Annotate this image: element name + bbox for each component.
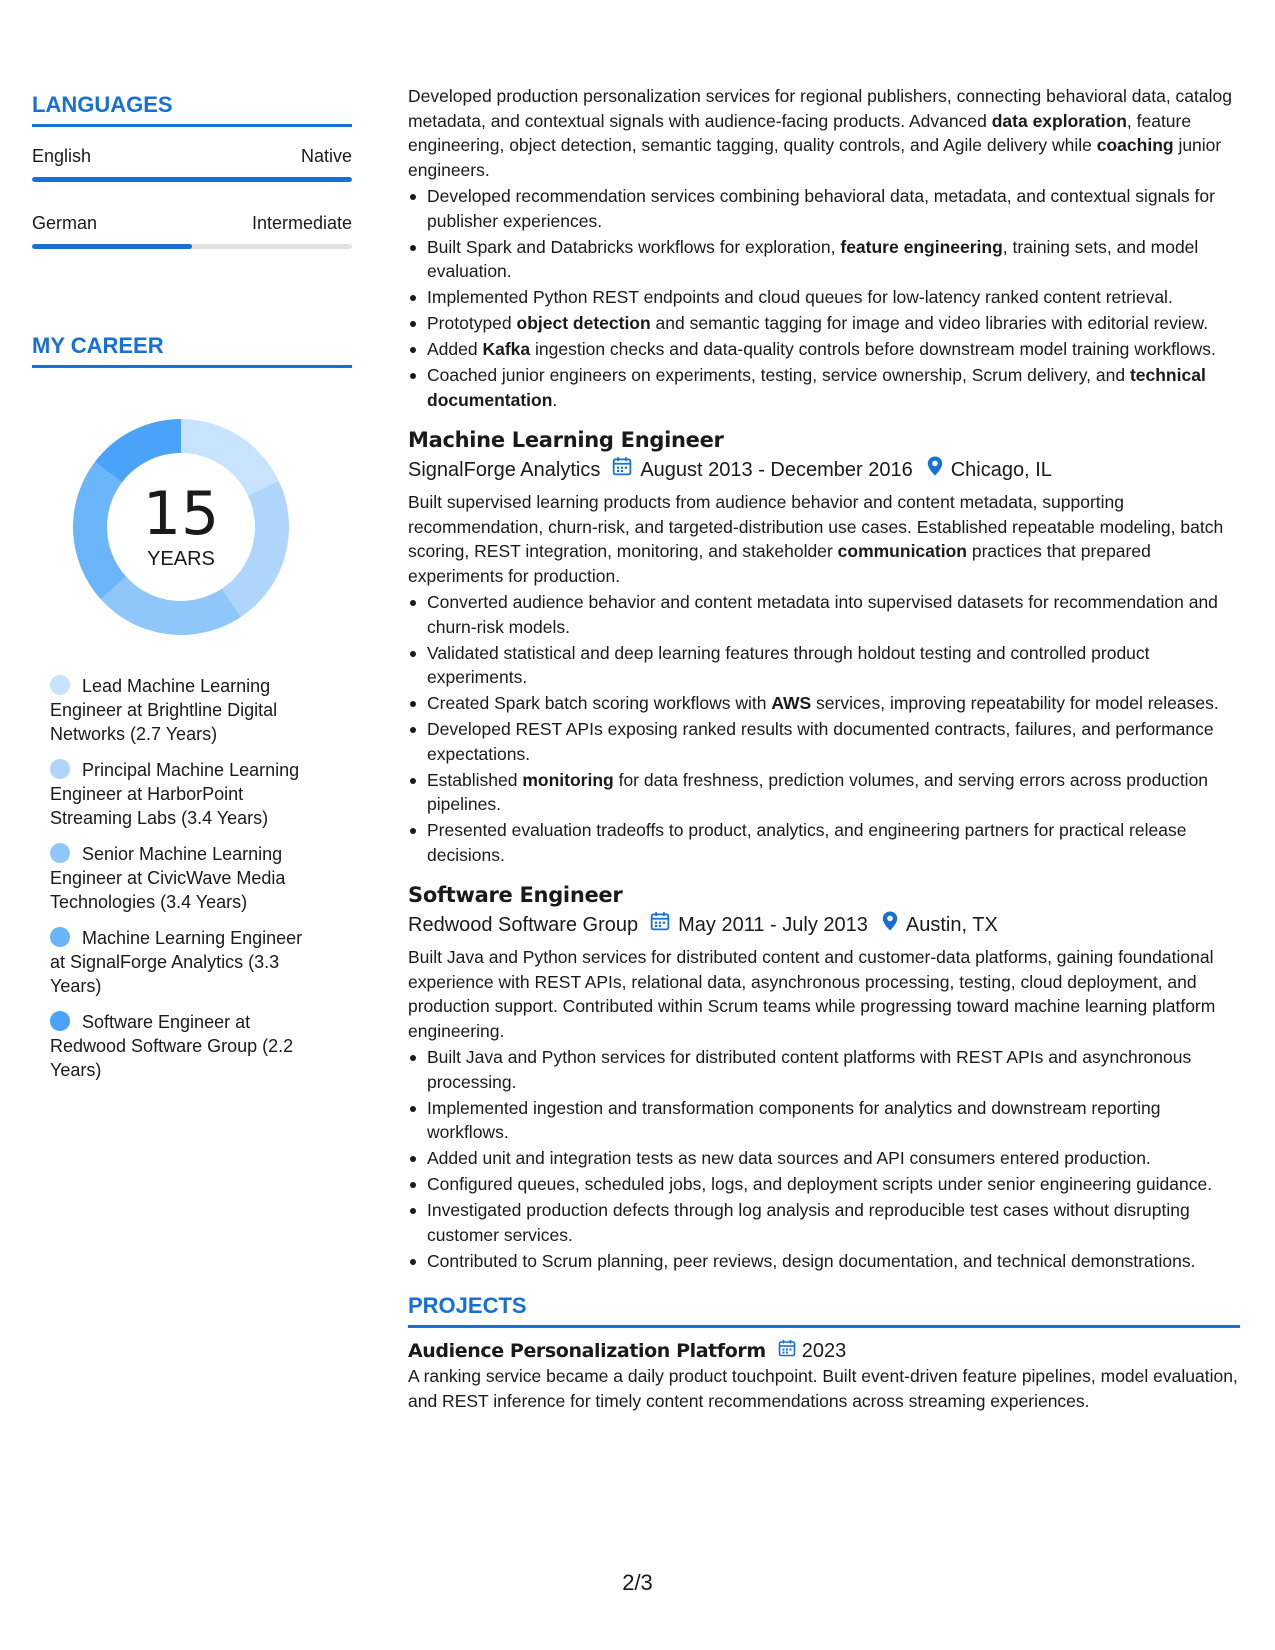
job-entry — [408, 426, 1240, 867]
projects-section — [408, 1293, 1240, 1413]
bullet-item: Developed REST APIs exposing ranked results with documented contracts, failures, and performance expectations. — [426, 717, 1240, 766]
calendar-icon — [778, 1338, 796, 1364]
job-dates: August 2013 - December 2016 — [640, 459, 913, 481]
job-title: Software Engineer — [408, 883, 623, 907]
job-bullets — [426, 1045, 1240, 1273]
language-bar — [32, 177, 352, 182]
calendar-icon — [650, 911, 670, 939]
legend-dot — [50, 1011, 70, 1031]
bullet-item: Established monitoring for data freshness, prediction volumes, and serving errors across production pipelines. — [426, 768, 1240, 817]
career-legend-item — [50, 1010, 320, 1082]
language-level: Native — [300, 146, 352, 166]
bullet-item: Implemented Python REST endpoints and cloud queues for low-latency ranked content retrieval. — [426, 285, 1240, 310]
legend-label: Software Engineer at Redwood Software Group (2.2 Years) — [50, 1012, 294, 1080]
career-donut-chart — [66, 412, 296, 642]
page-number: 2/3 — [622, 1570, 653, 1595]
career-legend — [50, 674, 320, 1082]
career-legend-item — [50, 842, 320, 914]
language-level: Intermediate — [251, 213, 352, 233]
job-location: Austin, TX — [905, 914, 998, 936]
career-heading: MY CAREER — [32, 333, 352, 368]
job-company: Redwood Software Group — [408, 914, 639, 936]
intro-bullets — [426, 184, 1240, 412]
language-name: German — [32, 213, 98, 233]
job-location: Chicago, IL — [950, 459, 1052, 481]
intro-summary: Developed production personalization services for regional publishers, connecting behavioral data, catalog metadata, and contextual signals with audience-facing products. Advanced data exploration, feature engineering, object detection, semantic tagging, quality controls, and Agile delivery while coaching junior engineers. — [408, 86, 1232, 180]
project-year: 2023 — [801, 1340, 847, 1362]
job-bullets — [426, 590, 1240, 867]
bullet-item: Investigated production defects through log analysis and reproducible test cases without disrupting customer services. — [426, 1198, 1240, 1247]
job-summary: Built Java and Python services for distributed content and customer-data platforms, gaining foundational experience with REST APIs, relational data, asynchronous processing, testing, cloud deployment, and production support. Contributed within Scrum teams while progressing toward machine learning platform engineering. — [408, 947, 1216, 1041]
career-legend-item — [50, 674, 320, 746]
bullet-item: Built Java and Python services for distributed content platforms with REST APIs and asynchronous processing. — [426, 1045, 1240, 1094]
legend-dot — [50, 675, 70, 695]
location-pin-icon — [882, 911, 898, 939]
bullet-item: Built Spark and Databricks workflows for exploration, feature engineering, training sets, and model evaluation. — [426, 235, 1240, 284]
legend-label: Lead Machine Learning Engineer at Brightline Digital Networks (2.7 Years) — [50, 676, 278, 744]
location-pin-icon — [927, 456, 943, 484]
legend-dot — [50, 843, 70, 863]
language-bar — [32, 244, 352, 249]
project-title-row — [408, 1338, 1240, 1364]
bullet-item: Configured queues, scheduled jobs, logs, and deployment scripts under senior engineering guidance. — [426, 1172, 1240, 1197]
language-item — [32, 145, 352, 182]
job-company: SignalForge Analytics — [408, 459, 601, 481]
languages-heading: LANGUAGES — [32, 92, 352, 127]
legend-label: Machine Learning Engineer at SignalForge Analytics (3.3 Years) — [50, 928, 303, 996]
language-bar-fill — [32, 177, 352, 182]
legend-label: Principal Machine Learning Engineer at HarborPoint Streaming Labs (3.4 Years) — [50, 760, 300, 828]
main-content — [408, 84, 1240, 1413]
bullet-item: Validated statistical and deep learning features through holdout testing and controlled product experiments. — [426, 641, 1240, 690]
bullet-item: Coached junior engineers on experiments, testing, service ownership, Scrum delivery, and technical documentation. — [426, 363, 1240, 412]
job-title: Machine Learning Engineer — [408, 428, 724, 452]
job-entry — [408, 881, 1240, 1273]
bullet-item: Prototyped object detection and semantic tagging for image and video libraries with editorial review. — [426, 311, 1240, 336]
bullet-item: Added unit and integration tests as new data sources and API consumers entered production. — [426, 1146, 1240, 1171]
project-description: A ranking service became a daily product touchpoint. Built event-driven feature pipelines, model evaluation, and REST inference for timely content recommendations across streaming experiences. — [408, 1366, 1238, 1411]
bullet-item: Contributed to Scrum planning, peer reviews, design documentation, and technical demonstrations. — [426, 1249, 1240, 1274]
legend-dot — [50, 927, 70, 947]
career-total-years: 15 — [142, 479, 220, 549]
job-meta — [408, 911, 1240, 939]
bullet-item: Added Kafka ingestion checks and data-quality controls before downstream model training workflows. — [426, 337, 1240, 362]
career-legend-item — [50, 758, 320, 830]
job-meta — [408, 456, 1240, 484]
bullet-item: Created Spark batch scoring workflows with AWS services, improving repeatability for model releases. — [426, 691, 1240, 716]
career-section — [32, 333, 352, 1082]
language-name: English — [32, 146, 92, 166]
bullet-item: Presented evaluation tradeoffs to product, analytics, and engineering partners for practical release decisions. — [426, 818, 1240, 867]
legend-label: Senior Machine Learning Engineer at CivicWave Media Technologies (3.4 Years) — [50, 844, 286, 912]
calendar-icon — [612, 456, 632, 484]
bullet-item: Implemented ingestion and transformation components for analytics and downstream reporting workflows. — [426, 1096, 1240, 1145]
projects-heading: PROJECTS — [408, 1293, 1240, 1328]
legend-dot — [50, 759, 70, 779]
career-years-unit: YEARS — [147, 548, 215, 570]
language-item — [32, 212, 352, 249]
job-summary: Built supervised learning products from audience behavior and content metadata, supporting recommendation, churn-risk, and targeted-distribution use cases. Established repeatable modeling, batch scoring, REST integration, monitoring, and stakeholder communication practices that prepared experiments for production. — [408, 492, 1224, 586]
sidebar — [32, 92, 352, 1094]
bullet-item: Converted audience behavior and content metadata into supervised datasets for recommendation and churn-risk models. — [426, 590, 1240, 639]
bullet-item: Developed recommendation services combining behavioral data, metadata, and contextual signals for publisher experiences. — [426, 184, 1240, 233]
career-legend-item — [50, 926, 320, 998]
job-dates: May 2011 - July 2013 — [678, 914, 868, 936]
project-name: Audience Personalization Platform — [408, 1340, 766, 1362]
language-bar-fill — [32, 244, 192, 249]
